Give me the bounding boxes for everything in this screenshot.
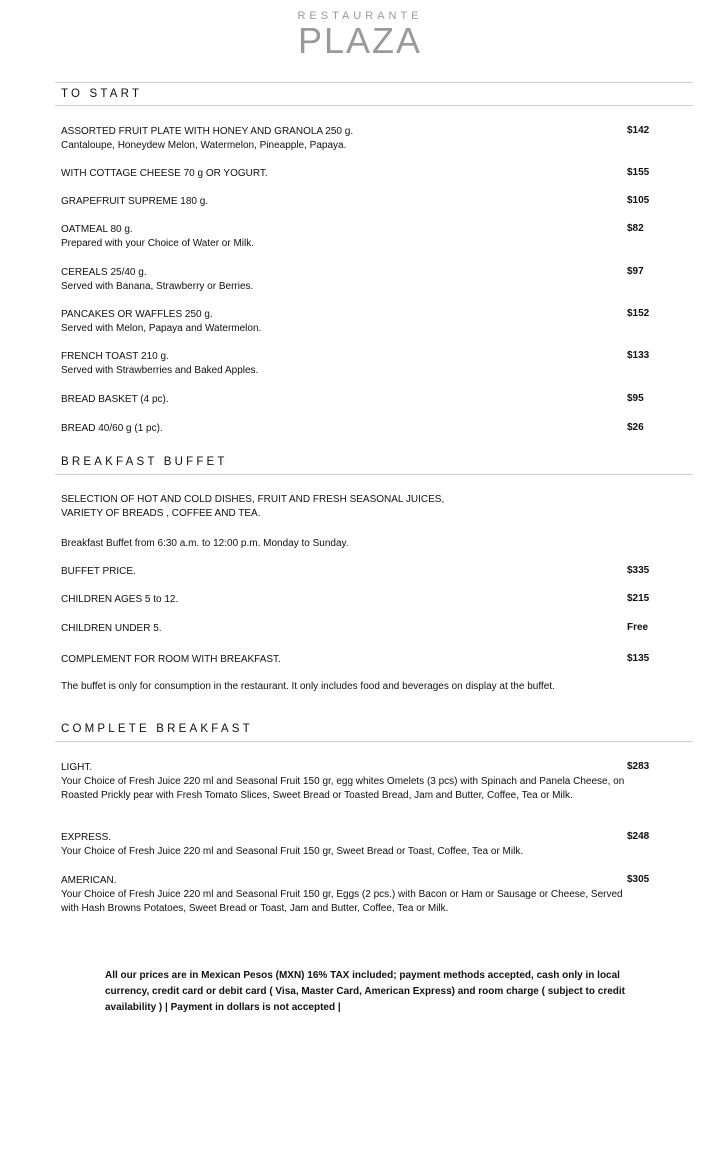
menu-item	[61, 874, 626, 916]
divider	[55, 82, 693, 83]
item-description: Your Choice of Fresh Juice 220 ml and Seasonal Fruit 150 gr, Eggs (2 pcs.) with Bacon or Ham or Sausage or Cheese, Served with Hash Browns Potatoes, Sweet Bread or Toast, Jam and Butter, Coffee, Tea or Milk.	[61, 889, 623, 914]
item-price: $26	[627, 422, 644, 433]
item-price: $135	[627, 653, 650, 664]
menu-item	[61, 223, 631, 251]
logo-title: PLAZA	[297, 20, 423, 61]
item-price: $105	[627, 195, 650, 206]
item-name: CHILDREN AGES 5 to 12.	[61, 594, 179, 605]
item-price: Free	[627, 622, 649, 633]
item-description: Your Choice of Fresh Juice 220 ml and Seasonal Fruit 150 gr, egg whites Omelets (3 pcs) with Spinach and Panela Cheese, on Roasted Prickly pear with Fresh Tomato Slices, Sweet Bread or Toasted Bread, Jam and Butter, Coffee, Tea or Milk.	[61, 776, 625, 801]
menu-item	[61, 653, 631, 667]
buffet-hours: Breakfast Buffet from 6:30 a.m. to 12:00 p.m. Monday to Sunday.	[61, 538, 349, 549]
menu-item	[61, 167, 631, 181]
divider	[55, 741, 693, 742]
item-name: ASSORTED FRUIT PLATE WITH HONEY AND GRANOLA 250 g.	[61, 126, 354, 137]
item-description: Prepared with your Choice of Water or Milk.	[61, 238, 255, 249]
footer-payment-note: All our prices are in Mexican Pesos (MXN) 16% TAX included; payment methods accepted, cash only in local currency, credit card or debit card ( Visa, Master Card, American Express) and room charge ( subject to credit availability ) | Payment in dollars is not accepted |	[105, 970, 625, 1013]
item-price: $248	[627, 831, 650, 842]
item-name: CHILDREN UNDER 5.	[61, 623, 162, 634]
menu-item	[61, 422, 631, 436]
item-name: BREAD 40/60 g (1 pc).	[61, 423, 163, 434]
section-title-breakfast-buffet: BREAKFAST BUFFET	[61, 456, 228, 468]
item-name: EXPRESS.	[61, 832, 112, 843]
item-price: $283	[627, 761, 650, 772]
logo-subtitle: RESTAURANTE	[297, 10, 423, 22]
item-price: $152	[627, 308, 650, 319]
menu-item	[61, 565, 631, 579]
menu-item	[61, 308, 631, 336]
item-price: $335	[627, 565, 650, 576]
buffet-note: The buffet is only for consumption in the restaurant. It only includes food and beverages on display at the buffet.	[61, 681, 555, 692]
buffet-intro	[61, 493, 631, 521]
item-description: Cantaloupe, Honeydew Melon, Watermelon, Pineapple, Papaya.	[61, 140, 347, 151]
item-description: Your Choice of Fresh Juice 220 ml and Seasonal Fruit 150 gr, Sweet Bread or Toast, Coffee, Tea or Milk.	[61, 846, 524, 857]
section-title-to-start: TO START	[61, 88, 143, 100]
menu-item	[61, 350, 631, 378]
item-name: AMERICAN.	[61, 875, 117, 886]
item-price: $133	[627, 350, 650, 361]
menu-item	[61, 195, 631, 209]
divider	[55, 474, 693, 475]
item-price: $95	[627, 393, 644, 404]
item-name: WITH COTTAGE CHEESE 70 g OR YOGURT.	[61, 168, 268, 179]
item-price: $305	[627, 874, 650, 885]
menu-item	[61, 831, 626, 859]
item-price: $82	[627, 223, 644, 234]
item-description: Served with Strawberries and Baked Apples.	[61, 365, 259, 376]
menu-item	[61, 393, 631, 407]
buffet-intro-line: VARIETY OF BREADS , COFFEE AND TEA.	[61, 508, 261, 519]
item-description: Served with Melon, Papaya and Watermelon.	[61, 323, 262, 334]
menu-item	[61, 593, 631, 607]
item-name: BREAD BASKET (4 pc).	[61, 394, 169, 405]
item-price: $142	[627, 125, 650, 136]
item-name: FRENCH TOAST 210 g.	[61, 351, 169, 362]
item-description: Served with Banana, Strawberry or Berries.	[61, 281, 254, 292]
item-name: LIGHT.	[61, 762, 93, 773]
section-title-complete-breakfast: COMPLETE BREAKFAST	[61, 723, 253, 735]
menu-item	[61, 622, 631, 636]
item-name: COMPLEMENT FOR ROOM WITH BREAKFAST.	[61, 654, 281, 665]
item-price: $155	[627, 167, 650, 178]
item-name: GRAPEFRUIT SUPREME 180 g.	[61, 196, 209, 207]
menu-item	[61, 761, 626, 803]
item-name: BUFFET PRICE.	[61, 566, 136, 577]
menu-item	[61, 266, 631, 294]
item-price: $97	[627, 266, 644, 277]
item-name: OATMEAL 80 g.	[61, 224, 133, 235]
item-name: CEREALS 25/40 g.	[61, 267, 147, 278]
divider	[55, 105, 693, 106]
item-price: $215	[627, 593, 650, 604]
menu-item	[61, 125, 631, 153]
buffet-intro-line: SELECTION OF HOT AND COLD DISHES, FRUIT AND FRESH SEASONAL JUICES,	[61, 494, 445, 505]
item-name: PANCAKES OR WAFFLES 250 g.	[61, 309, 213, 320]
